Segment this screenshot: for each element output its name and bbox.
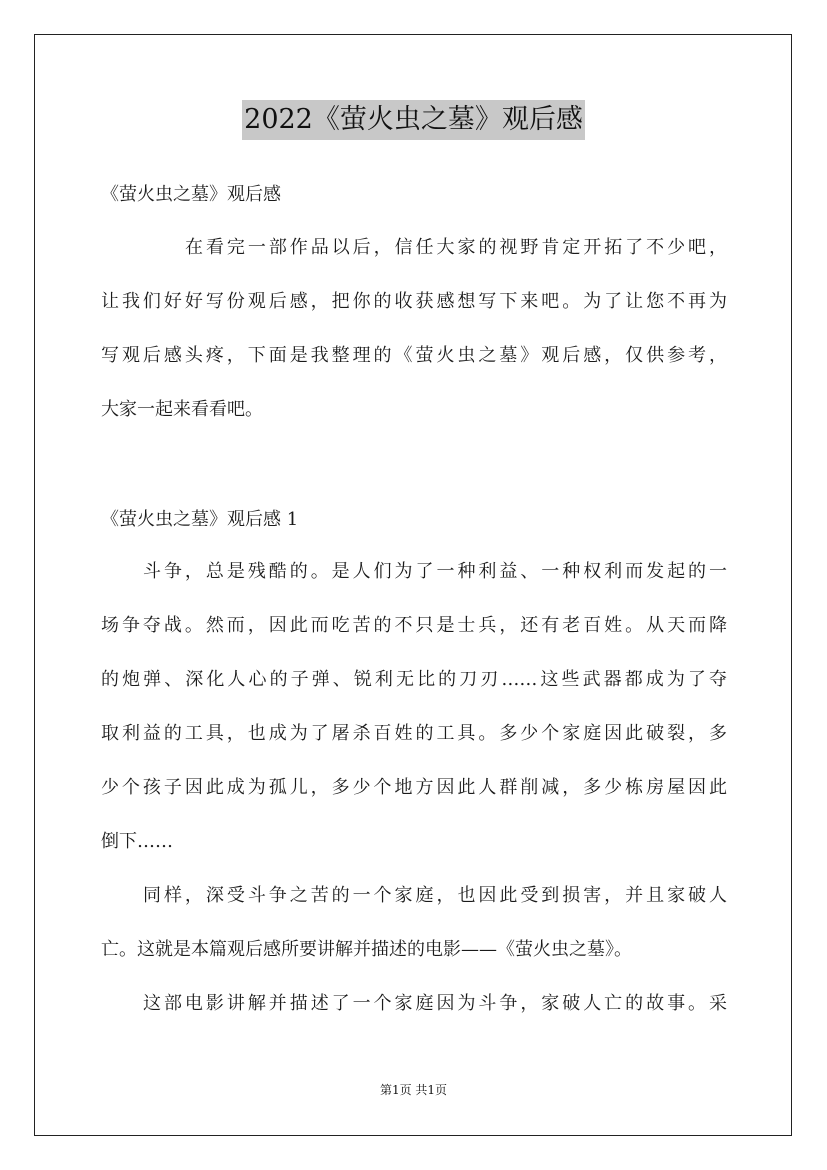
paragraph2-line-1: 同样，深受斗争之苦的一个家庭，也因此受到损害，并且家破人 <box>143 885 727 906</box>
paragraph1-line-5: 少个孩子因此成为孤儿，多少个地方因此人群削减，多少栋房屋因此 <box>101 777 727 798</box>
intro-line-1: 在看完一部作品以后，信任大家的视野肯定开拓了不少吧， <box>185 237 727 258</box>
page-footer: 第1页 共1页 <box>379 1083 448 1097</box>
paragraph3-line-1: 这部电影讲解并描述了一个家庭因为斗争，家破人亡的故事。采 <box>143 993 727 1014</box>
paragraph1-line-4: 取利益的工具，也成为了屠杀百姓的工具。多少个家庭因此破裂，多 <box>101 723 727 744</box>
paragraph1-line-6: 倒下…… <box>101 831 173 852</box>
document-title: 2022《萤火虫之墓》观后感 <box>242 100 585 140</box>
paragraph1-line-1: 斗争，总是残酷的。是人们为了一种利益、一种权利而发起的一 <box>143 561 727 582</box>
intro-line-2: 让我们好好写份观后感，把你的收获感想写下来吧。为了让您不再为 <box>101 291 727 312</box>
intro-line-3: 写观后感头疼，下面是我整理的《萤火虫之墓》观后感，仅供参考， <box>101 345 727 366</box>
paragraph1-line-3: 的炮弹、深化人心的子弹、锐利无比的刀刃……这些武器都成为了夺 <box>101 669 727 690</box>
subtitle: 《萤火虫之墓》观后感 <box>101 184 281 205</box>
paragraph2-line-2: 亡。这就是本篇观后感所要讲解并描述的电影——《萤火虫之墓》。 <box>101 939 632 960</box>
section-heading: 《萤火虫之墓》观后感 1 <box>101 509 299 530</box>
title-container <box>0 100 827 140</box>
paragraph1-line-2: 场争夺战。然而，因此而吃苦的不只是士兵，还有老百姓。从天而降 <box>101 615 727 636</box>
intro-line-4: 大家一起来看看吧。 <box>101 399 263 420</box>
